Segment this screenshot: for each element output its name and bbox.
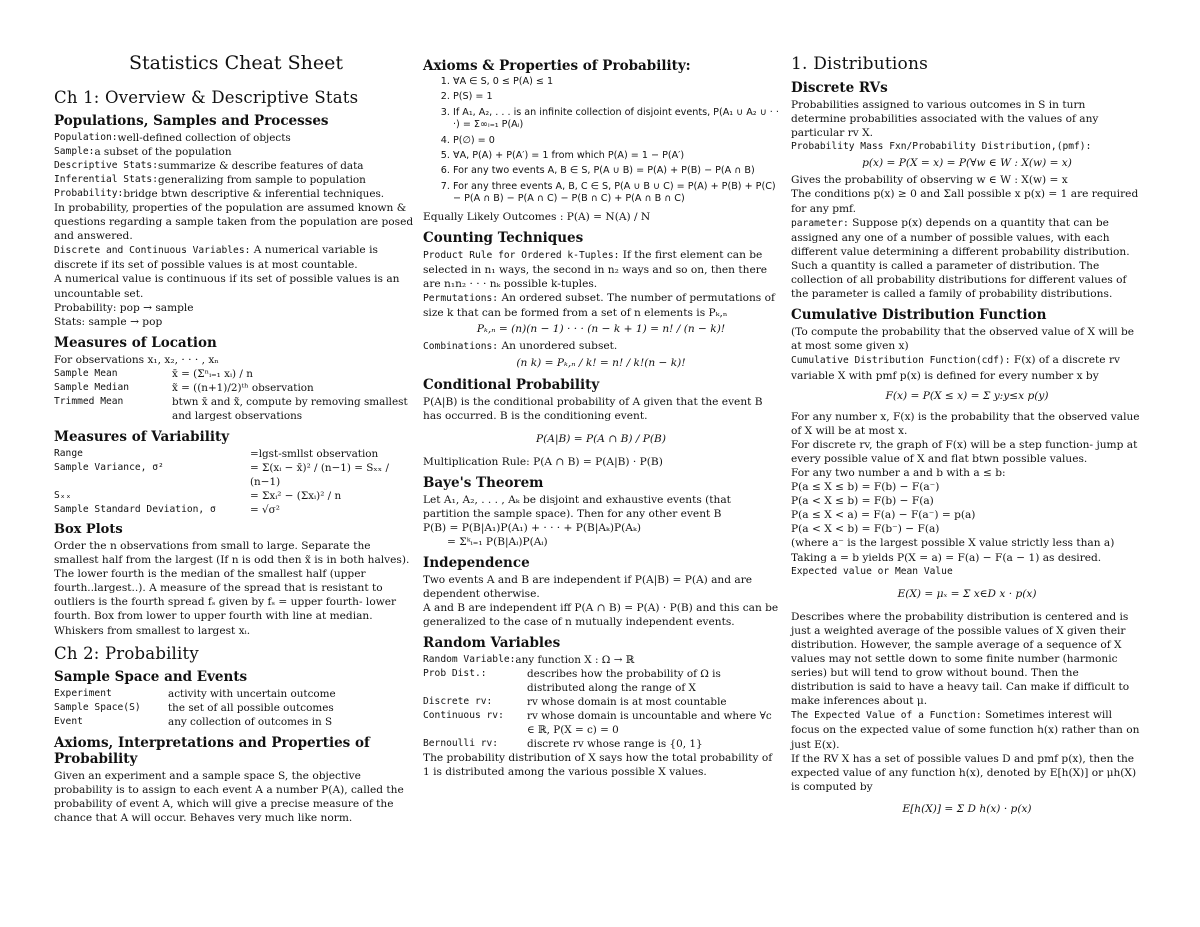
definition: A numerical variable is discrete if its set of possible values is at most countable.	[54, 244, 378, 272]
permutations	[423, 291, 779, 320]
pmf-label: Probability Mass Fxn/Probability Distribution,(pmf):	[791, 141, 1092, 153]
expected-value-label: Expected value or Mean Value	[791, 565, 953, 577]
term: Trimmed Mean	[54, 395, 124, 407]
counting-heading: Counting Techniques	[423, 229, 584, 246]
expected-function-paragraph-2: If the RV X has a set of possible values D and pmf p(x), then the expected value of any function h(x), denoted by E[h(X)] or μh(X) is computed by	[791, 752, 1137, 793]
chapter-1-heading: Ch 1: Overview & Descriptive Stats	[54, 88, 359, 107]
bayes-paragraph: Let A₁, A₂, . . . , Aₖ be disjoint and exhaustive events (that partition the sample space). Then for any other event B	[423, 493, 731, 520]
bayes-heading: Baye's Theorem	[423, 474, 544, 491]
stats-direction: Stats: sample → pop	[54, 315, 163, 328]
definition-row	[54, 145, 418, 159]
definition: activity with uncertain outcome	[168, 687, 336, 700]
formula: = Σxᵢ² − (Σxᵢ)² / n	[250, 489, 342, 502]
axioms-paragraph: Given an experiment and a sample space S, the objective probability is to assign to each event A a number P(A), called the probability of event A, which will give a precise measure of the chance that A will occur. Behaves very much like norm.	[54, 769, 404, 824]
rv-row	[423, 653, 779, 667]
list-item: 3. If A₁, A₂, . . . is an infinite collection of disjoint events, P(A₁ ∪ A₂ ∪ · · ·) = Σ∞ᵢ₌₁ P(Aᵢ)	[453, 107, 779, 132]
term: Event	[54, 715, 83, 727]
random-variables-heading: Random Variables	[423, 635, 561, 652]
discrete-paragraph: Probabilities assigned to various outcomes in S in turn determine probabilities associated with the values of any particular rv X.	[791, 99, 1099, 140]
definition: discrete rv whose range is {0, 1}	[527, 738, 703, 751]
bayes-formula-2: = Σᵏᵢ₌₁ P(B|Aᵢ)P(Aᵢ)	[447, 535, 548, 548]
term: Experiment	[54, 687, 112, 699]
rv-row	[423, 737, 779, 751]
probability-distribution-paragraph: The probability distribution of X says how the total probability of 1 is distributed among the various possible X values.	[423, 752, 773, 779]
definition: rv whose domain is at most countable	[527, 696, 727, 709]
cdf-taking: Taking a = b yields P(X = a) = F(a) − F(a − 1) as desired.	[791, 551, 1102, 564]
term: The Expected Value of a Function:	[791, 710, 982, 722]
formula: =lgst-smllst observation	[250, 447, 379, 460]
column-3	[791, 48, 1143, 825]
list-item: 7. For any three events A, B, C ∈ S, P(A ∪ B ∪ C) = P(A) + P(B) + P(C) − P(A ∩ B) − P(A ∩ C) − P(B ∩ C) + P(A ∩ B ∩ C)	[453, 181, 779, 206]
cdf-paragraph-4: For any two number a and b with a ≤ b:	[791, 466, 1006, 479]
conditional-heading: Conditional Probability	[423, 377, 600, 394]
column-2	[423, 48, 779, 780]
pmf-paragraph-1: Gives the probability of observing w ∈ W : X(w) = x	[791, 174, 1068, 187]
cdf-definition	[791, 353, 1143, 382]
pmf-paragraph-2: The conditions p(x) ≥ 0 and Σall possible x p(x) = 1 are required for any pmf.	[791, 188, 1139, 215]
definition: any collection of outcomes in S	[168, 715, 333, 728]
definition: any function X : Ω → ℝ	[515, 654, 635, 667]
cdf-note: (where a⁻ is the largest possible X value strictly less than a)	[791, 537, 1115, 550]
independence-paragraph-2: A and B are independent iff P(A ∩ B) = P(A) · P(B) and this can be generalized to the case of n mutually independent events.	[423, 602, 779, 629]
term: Inferential Stats:	[54, 174, 158, 185]
definition: the set of all possible outcomes	[168, 701, 334, 714]
definition: summarize & describe features of data	[157, 160, 364, 172]
definition: Sometimes interest will focus on the expected value of some function h(x) rather than on just E(x).	[791, 709, 1140, 751]
permutation-formula: Pₖ,ₙ = (n)(n − 1) · · · (n − k + 1) = n! / (n − k)!	[476, 323, 726, 336]
term: Combinations:	[423, 341, 499, 353]
location-row	[54, 395, 418, 423]
variability-row	[54, 489, 418, 503]
axioms-properties-heading: Axioms & Properties of Probability:	[423, 58, 691, 74]
populations-list	[54, 131, 418, 201]
term: Sample Standard Deviation, σ	[54, 503, 216, 515]
independence-heading: Independence	[423, 554, 530, 571]
term: Sample:	[54, 146, 95, 157]
term: Bernoulli rv:	[423, 738, 499, 750]
term: Cumulative Distribution Function(cdf):	[791, 355, 1011, 367]
term: Sample Variance, σ²	[54, 461, 164, 473]
term: Sample Space(S)	[54, 701, 141, 713]
location-row	[54, 381, 418, 395]
populations-heading: Populations, Samples and Processes	[54, 113, 329, 129]
axioms-list	[423, 76, 779, 206]
variability-heading: Measures of Variability	[54, 428, 230, 445]
equally-likely-outcomes: Equally Likely Outcomes : P(A) = N(A) / N	[423, 210, 651, 223]
expected-function-paragraph	[791, 708, 1143, 751]
definition: F(x) of a discrete rv variable X with pmf p(x) is defined for every number x by	[791, 354, 1120, 382]
variability-row	[54, 503, 418, 517]
term: Population:	[54, 132, 118, 143]
definition: a subset of the population	[94, 146, 232, 158]
formula: x̄ = (Σⁿᵢ₌₁ xᵢ) / n	[172, 367, 253, 380]
list-item: 4. P(∅) = 0	[453, 135, 779, 147]
box-plots-heading: Box Plots	[54, 521, 123, 537]
probability-direction: Probability: pop → sample	[54, 301, 194, 314]
conditional-formula: P(A|B) = P(A ∩ B) / P(B)	[536, 432, 666, 445]
expected-value-formula: E(X) = μₓ = Σ x∈D x · p(x)	[897, 587, 1037, 600]
parameter-paragraph	[791, 216, 1143, 302]
sample-space-row	[54, 687, 418, 701]
bayes-formula-1: P(B) = P(B|A₁)P(A₁) + · · · + P(B|Aₖ)P(Aₖ)	[423, 521, 641, 534]
discrete-continuous-paragraph	[54, 243, 418, 272]
term: Range	[54, 447, 83, 459]
definition: Suppose p(x) depends on a quantity that can be assigned any one of a number of possible values, with each different value determining a different probability distribution. Such a quantity is called a parameter of distribution. The collection of all probability distributions for different values of the parameter is called a family of probability distributions.	[791, 216, 1130, 301]
definition-row	[54, 159, 418, 173]
location-intro: For observations x₁, x₂, · · · , xₙ	[54, 353, 219, 366]
multiplication-rule: Multiplication Rule: P(A ∩ B) = P(A|B) · P(B)	[423, 455, 663, 468]
location-heading: Measures of Location	[54, 334, 217, 351]
definition-row	[54, 131, 418, 145]
term: Discrete and Continuous Variables:	[54, 245, 251, 257]
variability-row	[54, 461, 418, 489]
sample-space-row	[54, 715, 418, 729]
term: Permutations:	[423, 293, 499, 305]
rv-row	[423, 667, 779, 695]
continuous-paragraph: A numerical value is continuous if its set of possible values is an uncountable set.	[54, 273, 400, 300]
list-item: 6. For any two events A, B ∈ S, P(A ∪ B) = P(A) + P(B) − P(A ∩ B)	[453, 165, 779, 177]
term: Random Variable:	[423, 654, 516, 666]
term: Prob Dist.:	[423, 668, 487, 680]
list-item: 2. P(S) = 1	[453, 91, 779, 103]
definition-row	[54, 173, 418, 187]
definition: generalizing from sample to population	[157, 174, 366, 186]
definition: An ordered subset. The number of permutations of size k that can be formed from a set of n elements is Pₖ,ₙ	[423, 292, 775, 320]
term: Discrete rv:	[423, 696, 493, 708]
definition: describes how the probability of Ω is distributed along the range of X	[527, 668, 721, 695]
definition: well-defined collection of objects	[117, 132, 291, 144]
combinations	[423, 339, 779, 354]
rv-row	[423, 695, 779, 709]
sample-space-heading: Sample Space and Events	[54, 668, 248, 685]
term: Continuous rv:	[423, 710, 504, 722]
cdf-paragraph-3: For discrete rv, the graph of F(x) will be a step function- jump at every possible value of X and flat btwn possible values.	[791, 438, 1138, 465]
definition: An unordered subset.	[498, 340, 618, 353]
definition: If the first element can be selected in n₁ ways, the second in n₂ ways and so on, then there are n₁n₂ · · · nₖ possible k-tuples.	[423, 248, 768, 290]
formula: = Σ(xᵢ − x̄)² / (n−1) = Sₓₓ / (n−1)	[250, 461, 390, 488]
distributions-heading: 1. Distributions	[791, 54, 929, 74]
discrete-rvs-heading: Discrete RVs	[791, 80, 888, 96]
term: Sample Median	[54, 381, 130, 393]
cdf-inequality: P(a < X < b) = F(b⁻) − F(a)	[791, 523, 940, 536]
term: Product Rule for Ordered k-Tuples:	[423, 249, 620, 261]
cdf-formula: F(x) = P(X ≤ x) = Σ y:y≤x p(y)	[885, 389, 1049, 402]
conditional-paragraph: P(A|B) is the conditional probability of A given that the event B has occurred. B is the conditioning event.	[423, 396, 763, 423]
pmf-formula: p(x) = P(X = x) = P(∀w ∈ W : X(w) = x)	[862, 157, 1072, 170]
cdf-inequality: P(a < X ≤ b) = F(b) − F(a)	[791, 495, 934, 508]
sample-space-row	[54, 701, 418, 715]
cdf-paragraph-1: (To compute the probability that the observed value of X will be at most some given x)	[791, 326, 1135, 353]
expected-value-paragraph: Describes where the probability distribution is centered and is just a weighted average of the possible values of X given their distribution. However, the sample average of a sequence of X values may not settle down to some finite number (harmonic series) but will tend to grow without bound. Then the distribution is said to have a heavy tail. Can make if difficult to make inferences about μ.	[791, 610, 1130, 708]
probability-paragraph: In probability, properties of the population are assumed known & questions regarding a sample taken from the population are posed and answered.	[54, 202, 414, 243]
term: parameter:	[791, 217, 849, 229]
box-plots-paragraph: Order the n observations from small to large. Separate the smallest half from the largest (If n is odd then x̃ is in both halves). The lower fourth is the median of the smallest half (upper fourth..largest..). A measure of the spread that is resistant to outliers is the fourth spread fₛ given by fₛ = upper fourth- lower fourth. Box from lower to upper fourth with line at median. Whiskers from smallest to largest xᵢ.	[54, 539, 410, 637]
term: Probability:	[54, 188, 124, 199]
page-title: Statistics Cheat Sheet	[129, 52, 343, 74]
rv-row	[423, 709, 779, 737]
product-rule	[423, 248, 779, 291]
list-item: 1. ∀A ∈ S, 0 ≤ P(A) ≤ 1	[453, 76, 779, 88]
formula: = √σ²	[250, 503, 280, 516]
column-1	[54, 48, 418, 825]
combination-formula: (n k) = Pₖ,ₙ / k! = n! / k!(n − k)!	[516, 357, 686, 370]
formula: btwn x̄ and x̃, compute by removing smallest and largest observations	[172, 395, 408, 422]
definition: rv whose domain is uncountable and where ∀c ∈ ℝ, P(X = c) = 0	[527, 710, 772, 737]
location-row	[54, 367, 418, 381]
cdf-heading: Cumulative Distribution Function	[791, 307, 1047, 324]
definition-row	[54, 187, 418, 201]
cdf-paragraph-2: For any number x, F(x) is the probability that the observed value of X will be at most x.	[791, 410, 1140, 437]
chapter-2-heading: Ch 2: Probability	[54, 643, 199, 663]
formula: x̃ = ((n+1)/2)ᵗʰ observation	[172, 381, 314, 394]
cdf-inequality: P(a ≤ X < a) = F(a) − F(a⁻) = p(a)	[791, 509, 976, 522]
definition: bridge btwn descriptive & inferential techniques.	[123, 188, 385, 200]
cdf-inequality: P(a ≤ X ≤ b) = F(b) − F(a⁻)	[791, 481, 940, 494]
term: Sample Mean	[54, 367, 118, 379]
term: Sₓₓ	[54, 489, 72, 501]
list-item: 5. ∀A, P(A) + P(A′) = 1 from which P(A) = 1 − P(A′)	[453, 150, 779, 162]
variability-row	[54, 447, 418, 461]
expected-function-formula: E[h(X)] = Σ D h(x) · p(x)	[902, 802, 1032, 815]
term: Descriptive Stats:	[54, 160, 158, 171]
independence-paragraph-1: Two events A and B are independent if P(A|B) = P(A) and are dependent otherwise.	[423, 573, 753, 601]
axioms-interpretations-heading: Axioms, Interpretations and Properties of Probability	[54, 734, 370, 767]
